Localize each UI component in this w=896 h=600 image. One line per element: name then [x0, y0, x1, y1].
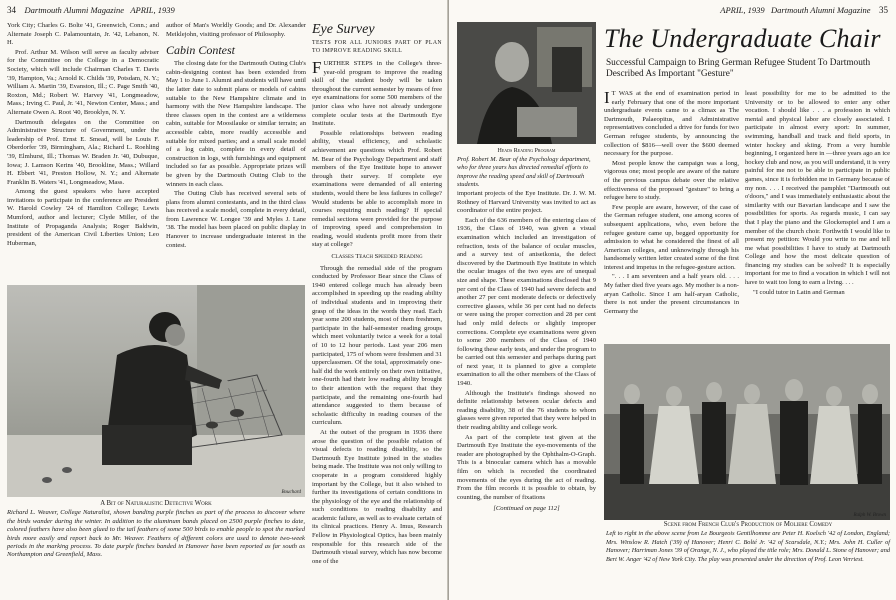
lead-text: T WAS at the end of examination period in early February that one of the more important undergraduate events came to a climax as The Dartmouth, Palaeopitus, and Administrative representatives concluded a drive for funds for two German refugee students, by announcing the collection of $816—well over the $600 deemed necessary for the purpose.	[604, 90, 739, 158]
bird-photo-caption	[7, 500, 305, 560]
paragraph: Dartmouth delegates on the Committee on Administrative Structure of Government, under the leadership of Prof. Ernst E. Smead, will be Louis F. Oberdorfer '39, Birmingham, Ala.; Richard L. Roehling '39, Elmhurst, Ill.; Thomas W. Braden Jr. '40, Dubuque, Iowa; J. Lamson Kerins '40, Brookline, Mass.; Willard H. Ebbert '41, Preston Hollow, N. Y.; and Alternate Franklin B. Waters '41, Longmeadow, Mass.	[7, 118, 159, 186]
cabin-contest-heading: Cabin Contest	[166, 43, 236, 58]
lead-paragraph	[604, 90, 739, 159]
bird-banding-illustration	[7, 285, 305, 497]
article-title: The Undergraduate Chair	[604, 24, 881, 53]
paragraph: Most people know the campaign was a long, vigorous one; most people are aware of the nature of the previous campus debate over the relative effectiveness of the proposed "gesture" to bring a refugee here to study.	[604, 159, 739, 202]
paragraph: Among the guest speakers who have accepted invitations to participate in the conference are President W. Harold Cowley '24 of Hamilton College; Lewis Mumford, author and lecturer; Clyde Miller, of the Institute of Propaganda Analysis; Roger Baldwin, president of the American Civil Liberties Union; Leo Huberman,	[7, 188, 159, 247]
paragraph: Although the Institute's findings showed no definite relationship between ocular defects and reading disability, 38 of the 76 students to whom glasses were given reported that they were helped in their reading ability and college work.	[457, 389, 596, 432]
caption-title: Heads Reading Program	[497, 148, 556, 154]
paragraph: As part of the complete test given at the Dartmouth Eye Institute the eye-movements of the reader are photographed by the Ophthalm-O-Graph. This is a binocular camera which has a movable film on which is recorded the coordinated movements of the eyes during the act of reading. From the film records it is possible to obtain, by counting, the number of fixations	[457, 433, 596, 501]
french-club-play-photo	[604, 344, 890, 520]
paragraph: least possibility for me to be admitted to the University or to be allowed to enter any other vocation. I should like . . . a profession in which mental and physical labor are closely associated. I participate in almost every sport: In summer, swimming, handball and track and field sports, in winter hockey and skiing. From a very humble beginning, I organized here in —three years ago an ice hockey club and now, as you will understand, it is very painful for me not to be able to participate in public games, since it is forbidden me in Germany because of my non. . . . I received the pamphlet "Dartmouth out o'doors," and I was immediately enthusiastic about the similarity with our Bavarian landscape and I saw the possibilities for sports. As regards music, I can say that I play the piano and the Glockenspiel and I am a member of the church choir. Forthwith I would like to present my petition: Would you write to me and tell me what possibilities I have to study at Dartmouth College and how the most delicate question of financing my studies can be solved? It is especially important for me to find a vocation in which I will not have to wait too long to earn a living. . . .	[745, 90, 890, 287]
right-magazine-title: Dartmouth Alumni Magazine	[771, 5, 871, 15]
caption-text: Left to right in the above scene from Le Bourgeois Gentilhomme are Peter H. Koelsch '42 of London, England; Mrs. Winslow R. Hatch ('39) of Hanover; Henri C. Bolté Jr. '42 of Scarsdale, N.Y.; Mrs. John H. Culler of Hanover; Harriman Jones '39 of Orange, N. J., who played the title role; Mrs. Donald L. Stone of Hanover; and Bert W. Anger '42 of New York City. The play was presented under the direction of Prof. Leon Verriest.	[606, 530, 890, 563]
right-page-number: 35	[879, 5, 888, 15]
paragraph: York City; Charles G. Bolte '41, Greenwich, Conn.; and Alternate Joseph C. Palamountain, Jr. '42, Lebanon, N. H.	[7, 22, 159, 47]
paragraph: The Outing Club has received several sets of plans from alumni contestants, and in the third class has received a scale model, complete in every detail, from Lawrence W. Longee '39 and Myles J. Lane '38. The model has been placed on public display in Hanover to increase undergraduate interest in the contest.	[166, 190, 306, 249]
left-running-head	[7, 5, 175, 15]
caption-title: A Bit of Naturalistic Detective Work	[100, 500, 212, 507]
play-scene-illustration	[604, 344, 890, 520]
left-column-1	[7, 22, 159, 282]
caption-text: Prof. Robert M. Bear of the Psychology department, who for three years has directed remedial efforts to improve the reading speed and skill of Dartmouth students.	[457, 156, 591, 188]
lead-text: URTHER STEPS in the College's three-year-old program to improve the reading skill of the student body will be taken throughout the current semester by means of free eye examinations for some 500 members of the junior class who have not already undergone complete ocular tests at the Dartmouth Eye Institute.	[312, 60, 442, 128]
right-page	[449, 0, 896, 600]
article-subtitle: Successful Campaign to Bring German Refugee Student To Dartmouth Described As Important "Gesture"	[606, 58, 871, 79]
paragraph: The closing date for the Dartmouth Outing Club's cabin-designing contest has been extended from May 1 to June 1. Alumni and students will have until the latter date to submit plans or models of cabins suitable to the New Hampshire climate and in harmony with the New Hampshire landscape. The three classes open in the contest are a wilderness cabin, suitable for Moosilauke or similar terrain; an accessible cabin, more readily accessible and suitable for mixed parties; and a small scale model of a log cabin, complete in every detail of construction in logs, with furnishings and equipment included so far as possible. Appropriate prizes will be given by the Dartmouth Outing Club to the winners in each class.	[166, 60, 306, 188]
play-photo-caption	[606, 521, 890, 564]
photo-credit: Bouchard	[281, 490, 301, 495]
left-issue-date: APRIL, 1939	[130, 5, 175, 15]
right-column-1	[457, 190, 596, 600]
right-column-2	[604, 90, 739, 340]
left-magazine-title: Dartmouth Alumni Magazine	[24, 5, 124, 15]
drop-cap: F	[312, 58, 322, 77]
photo-credit: Ralph W. Brown	[853, 513, 886, 518]
lead-paragraph	[312, 60, 442, 129]
section-subhead: Classes Teach Speeded Reading	[331, 253, 423, 261]
left-column-2	[166, 22, 306, 282]
paragraph: Prof. Arthur M. Wilson will serve as faculty adviser for the Committee on the College in a Democratic Society, which will include Chairman Charles T. Davis '39, Hampton, Va.; Arnold K. Childs '39, Potsdam, N. Y.; William A. Martin '39, Evanston, Ill.; C. Page Smith '40, Roxton, Md.; Robert W. Harvey '41, Longmeadow, Mass.; Irving C. Paul, Jr. '41, Newton Center, Mass.; and Alternate Owen A. Root '40, Brooklyn, N. Y.	[7, 48, 159, 116]
left-page-number: 34	[7, 5, 16, 15]
continued-notice: [Continued on page 112]	[493, 505, 560, 513]
paragraph: "I could tutor in Latin and German	[753, 288, 845, 296]
paragraph: Possible relationships between reading ability, visual efficiency, and scholastic achievement are questions which Prof. Robert M. Bear of the Psychology Department and staff members of the Eye Institute hope to answer through their survey. If complete eye examinations were demanded of all entering students, would there be less failures in college? Would students be able to accomplish more in courses requiring much reading? If special remedial sections were provided for the purpose of improving speed and comprehension in reading, would students profit more from their stay at college?	[312, 129, 442, 249]
professor-portrait-illustration	[457, 22, 596, 144]
drop-cap: I	[604, 90, 610, 107]
professor-photo-caption	[457, 147, 596, 189]
caption-text: Richard L. Weaver, College Naturalist, shown banding purple finches as part of the process to discover where the birds wander during the winter. In addition to the aluminum bands placed on 2500 purple finches to date, colored feathers have also been glued to the tail feathers of some 500 birds to enable people to spot the marked birds more easily and report back to Mr. Weaver. Feathers of different colors are used to denote two-week periods in the marking process. To date purple finches banded in Hanover have been reported as far south as Northampton and Greenfield, Mass.	[7, 509, 305, 559]
paragraph: At the outset of the program in 1936 there arose the question of the possible relation of visual defects to reading disability, so the Dartmouth Eye Institute joined in the studies being made. The Institute was not only willing to cooperate in a program considered highly important by the College, but it also wished to further its investigations of certain conditions in the physiology of the eye and the relationship of such conditions to reading disability and academic failure, as well as to evaluate certain of its clinical practices. Henry A. Imus, Research Fellow in Physiological Optics, has been mainly responsible for this research side of the Dartmouth visual survey, which has now become one of the	[312, 428, 442, 565]
professor-bear-photo	[457, 22, 596, 144]
right-column-3	[745, 90, 890, 340]
right-running-head	[720, 5, 888, 15]
paragraph: ". . . I am seventeen and a half years old. . . . My father died five years ago. My mother is a non-aryan Catholic. Since I am half-aryan Catholic, there is not under the present circumstances in Germany the	[604, 273, 739, 315]
paragraph: Through the remedial side of the program conducted by Professor Bear since the Class of 1940 entered college much has already been accomplished in speeding up the reading ability of individual students and in improving their grasp of the ideas in the words they read. Each year some 200 students, most of them freshmen, participate in the half-semester reading groups which meet voluntarily twice a week for a total of 10 to 12 hour periods. Last year 206 men participated, 175 of whom were freshmen and 31 upperclassmen. Of the total, approximately one-half did the work entirely on their own initiative, one-fourth had their low reading ability brought to their attention with the request that they participate, and the remaining one-fourth had attendance suggested to them because of scholastic difficulty in reading courses of the curriculum.	[312, 264, 442, 427]
caption-title: Scene from French Club's Production of Moliere Comedy	[663, 521, 833, 528]
bird-banding-photo	[7, 285, 305, 497]
paragraph: Each of the 636 members of the entering class of 1936, the Class of 1940, was given a visual examination which included an investigation of refraction, tests of the balance of ocular muscles, and a survey test of aniseikonia, the defect discovered by the Dartmouth Eye Institute in which the ocular images of the two eyes are of unequal size and shape. These examinations disclosed that 9 per cent of the Class of 1940 had severe defects and another 27 per cent moderate defects or defectively corrective glasses, while 36 per cent had no defects or were using the proper correction and 28 per cent had only mild defects or slightly improper corrections. Complete eye examinations were given to some 200 members of the Class of 1940 following these early tests, and under the program to be carried out this semester and perhaps during part of next year, it is planned to give a complete examination to all the other members of the Class of 1940.	[457, 216, 596, 388]
paragraph: author of Man's Worldly Goods; and Dr. Alexander Meiklejohn, visiting professor of Philosophy.	[166, 22, 306, 38]
paragraph: Few people are aware, however, of the case of the German refugee student, one among scores of subsequent applications, who, even before the refugee gesture came up, begged opportunity for admission to what he considered the finest of all American colleges, and unknowingly through his handsomely written letter created some of the first interest and impetus in the refugee-gesture action.	[604, 203, 739, 271]
left-column-3	[312, 22, 442, 600]
right-issue-date: APRIL, 1939	[720, 5, 765, 15]
paragraph: important projects of the Eye Institute. Dr. J. W. M. Rothney of Harvard University was invited to act as coordinator of the entire project.	[457, 190, 596, 215]
eye-survey-subheading: TESTS FOR ALL JUNIORS PART OF PLAN TO IMPROVE READING SKILL	[312, 40, 442, 54]
eye-survey-heading: Eye Survey	[312, 22, 375, 37]
